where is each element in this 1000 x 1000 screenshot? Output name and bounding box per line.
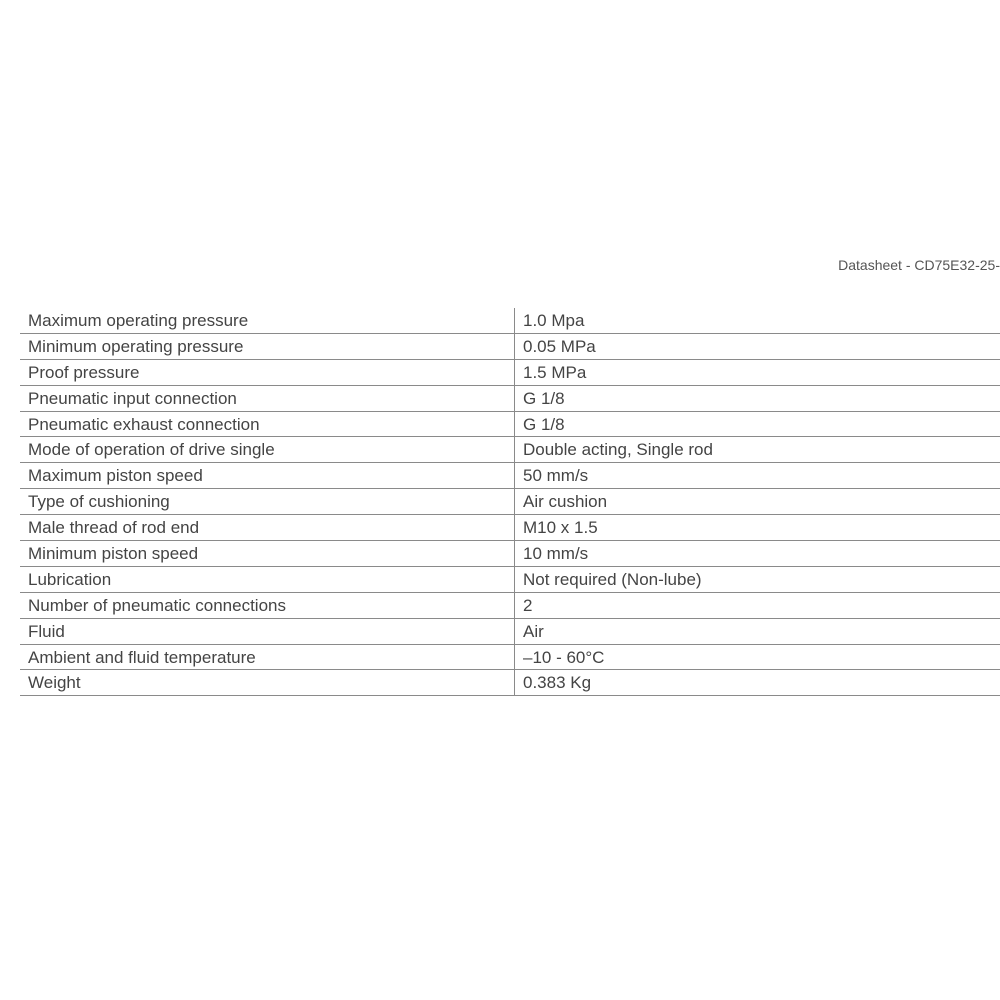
table-row (20, 412, 1000, 438)
spec-label: Maximum operating pressure (28, 311, 249, 330)
spec-label: Proof pressure (28, 362, 140, 382)
spec-label: Type of cushioning (28, 492, 170, 512)
datasheet-header: Datasheet - CD75E32-25- (838, 257, 1000, 273)
spec-table (20, 308, 1000, 696)
spec-label: Minimum piston speed (28, 544, 199, 564)
table-row (20, 593, 1000, 619)
spec-value: Air (514, 619, 1000, 644)
table-row (20, 334, 1000, 360)
table-row (20, 386, 1000, 412)
spec-value: 0.383 Kg (514, 670, 1000, 695)
table-row (20, 515, 1000, 541)
spec-label: Pneumatic input connection (28, 388, 237, 408)
spec-label: Minimum operating pressure (28, 336, 244, 356)
spec-value: –10 - 60°C (514, 645, 1000, 670)
table-row (20, 360, 1000, 386)
table-row (20, 308, 1000, 334)
table-row (20, 437, 1000, 463)
spec-value: G 1/8 (514, 412, 1000, 437)
spec-label: Weight (28, 673, 81, 693)
spec-label: Lubrication (28, 569, 112, 589)
spec-value: M10 x 1.5 (514, 515, 1000, 540)
table-row (20, 619, 1000, 645)
spec-value: 50 mm/s (514, 463, 1000, 488)
spec-label: Mode of operation of drive single (28, 440, 275, 460)
spec-value: Air cushion (514, 489, 1000, 514)
spec-label: Maximum piston speed (28, 466, 203, 486)
spec-value: 0.05 MPa (514, 334, 1000, 359)
spec-value: 10 mm/s (514, 541, 1000, 566)
spec-label: Ambient and fluid temperature (28, 647, 256, 667)
table-row (20, 645, 1000, 671)
spec-value: Not required (Non-lube) (514, 567, 1000, 592)
spec-value: 1.0 Mpa (514, 308, 1000, 333)
spec-value: G 1/8 (514, 386, 1000, 411)
table-row (20, 489, 1000, 515)
spec-label: Fluid (28, 621, 65, 641)
spec-value: Double acting, Single rod (514, 437, 1000, 462)
spec-value: 1.5 MPa (514, 360, 1000, 385)
spec-label: Number of pneumatic connections (28, 595, 286, 615)
table-row (20, 541, 1000, 567)
spec-value: 2 (514, 593, 1000, 618)
table-row (20, 463, 1000, 489)
table-row (20, 670, 1000, 696)
spec-label: Pneumatic exhaust connection (28, 414, 260, 434)
spec-label: Male thread of rod end (28, 518, 200, 538)
table-row (20, 567, 1000, 593)
